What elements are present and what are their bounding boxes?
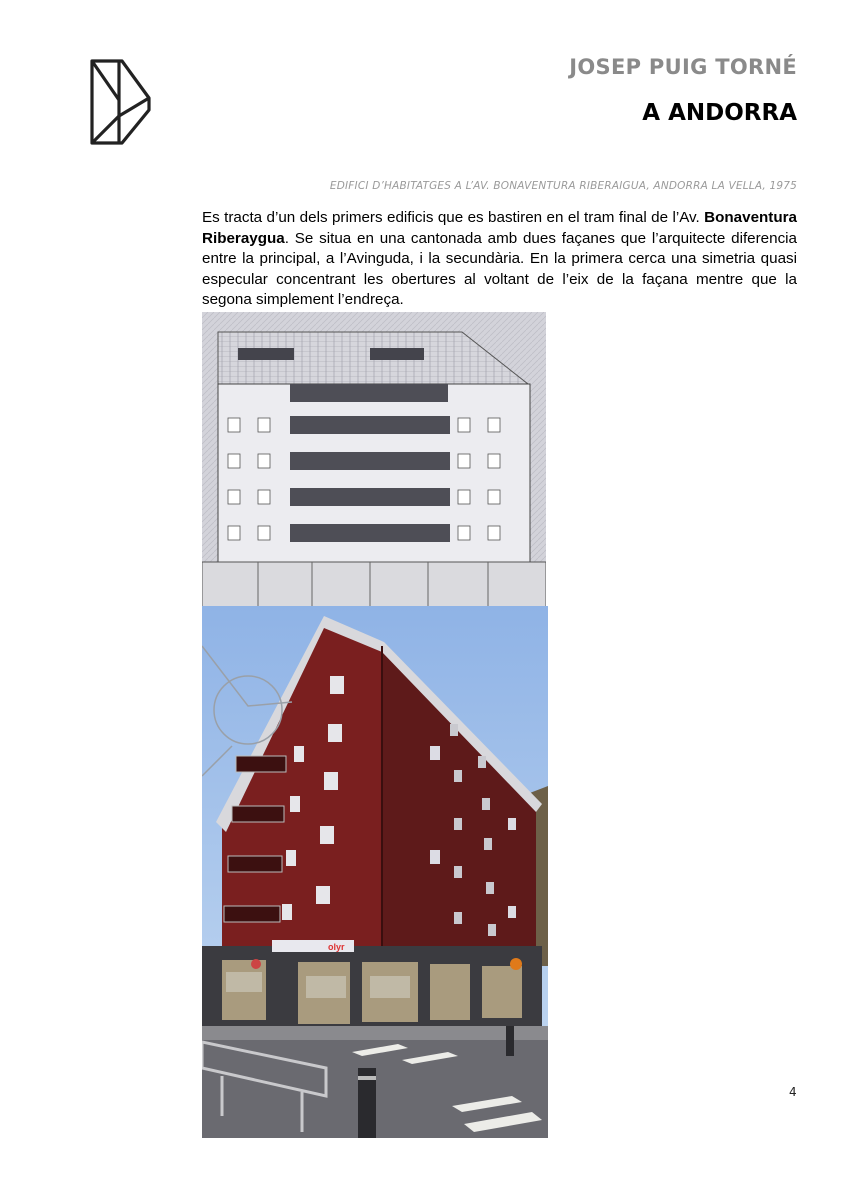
elevation-drawing — [202, 312, 546, 608]
body-paragraph — [202, 208, 797, 311]
body-text-part1: Es tracta d’un dels primers edificis que es bastiren en el tram final de l’Av. — [202, 209, 705, 226]
logo-icon — [88, 58, 152, 146]
page-number: 4 — [789, 1085, 797, 1099]
author-name: JOSEP PUIG TORNÉ — [569, 55, 797, 79]
building-photo — [202, 606, 548, 1138]
page-title: A ANDORRA — [642, 100, 797, 126]
section-caption: EDIFICI D’HABITATGES A L’AV. BONAVENTURA RIBERAIGUA, ANDORRA LA VELLA, 1975 — [329, 180, 797, 192]
street-name: Bonaventura Riberaygua — [202, 209, 797, 247]
shop-sign: olyr — [328, 942, 345, 952]
body-text-part2: . Se situa en una cantonada amb dues façanes que l’arquitecte diferencia entre la principal, a l’Avinguda, i la secundària. En la primera cerca una simetria quasi especular concentrant les obertures al voltant de l’eix de la façana mentre que la segona simplement l’endreça. — [202, 229, 797, 308]
